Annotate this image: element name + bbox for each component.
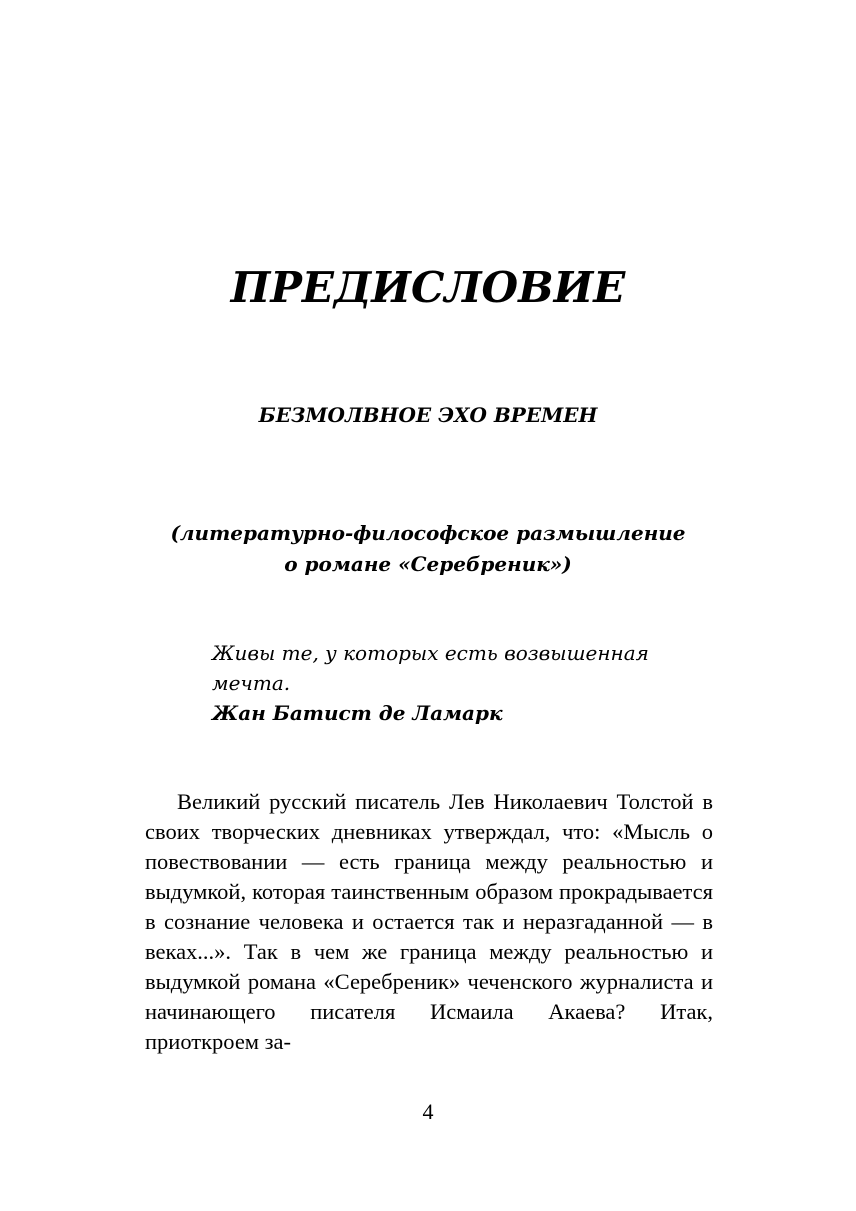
page-number: 4 xyxy=(422,1099,434,1124)
epigraph-quote-line-2: мечта. xyxy=(212,671,291,695)
chapter-subtitle: БЕЗМОЛВНОЕ ЭХО ВРЕМЕН xyxy=(258,403,598,427)
chapter-title: ПРЕДИСЛОВИЕ xyxy=(230,263,626,312)
chapter-descriptor xyxy=(0,518,856,580)
epigraph-author: Жан Батист де Ламарк xyxy=(212,701,503,725)
epigraph xyxy=(212,638,692,728)
body-paragraph: Великий русский писатель Лев Николаевич Толстой в своих творческих дневниках утверждал, что: «Мысль о повествовании — есть граница между реальностью и выдумкой, которая таинственным образом прокрадывается в сознание человека и остается так и неразгаданной — в веках...». Так в чем же граница между реальностью и выдумкой романа «Серебреник» чеченского журналиста и начинающего писателя Исмаила Акаева? Итак, приоткроем за- xyxy=(145,789,713,1054)
descriptor-line-1: (литературно-философское размышление xyxy=(170,521,686,545)
epigraph-quote-line-1: Живы те, у которых есть возвышенная xyxy=(212,641,649,665)
descriptor-line-2: о романе «Серебреник») xyxy=(284,552,572,576)
